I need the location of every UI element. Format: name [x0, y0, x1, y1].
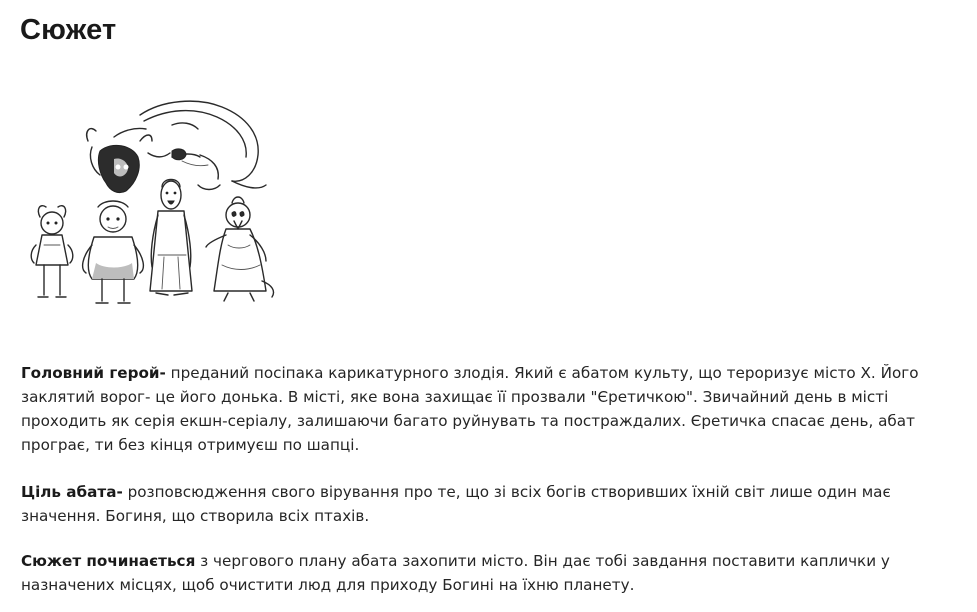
paragraph-lead: Сюжет починається [21, 552, 196, 570]
paragraph-lead: Головний герой- [21, 364, 166, 382]
dragon-figure [87, 101, 266, 192]
paragraph-text: з чергового плану абата захопити місто. Він дає тобі завдання поставити каплички у назначених місцях, щоб очистити люд для приходу Богині на їхню планету. [21, 552, 890, 594]
paragraph-text: преданий посіпака карикатурного злодія. Який є абатом культу, що тероризує місто Х. Його заклятий ворог- це його донька. В місті, яке вона захищає її прозвали "Єретичкою". Звичайний день в місті проходить як серія екшн-серіалу, залишаючи багато руйнувать та постраждалих. Єретичка спасає день, абат програє, ти без кінця отримуєш по шапці. [21, 364, 919, 454]
paragraph-abbot-goal [21, 480, 971, 528]
paragraph-main-hero [21, 361, 971, 457]
paragraph-plot-start [21, 549, 971, 597]
page-title: Сюжет [20, 14, 117, 46]
stout-man-figure [83, 201, 144, 303]
robed-man-figure [150, 180, 192, 296]
paragraph-text: розповсюдження свого вірування про те, що зі всіх богів створивших їхній світ лише один має значення. Богиня, що створила всіх птахів. [21, 483, 891, 525]
characters-sketch-illustration [22, 95, 284, 310]
bird-woman-figure [206, 197, 274, 301]
child-figure [31, 206, 73, 297]
paragraph-lead: Ціль абата- [21, 483, 123, 501]
